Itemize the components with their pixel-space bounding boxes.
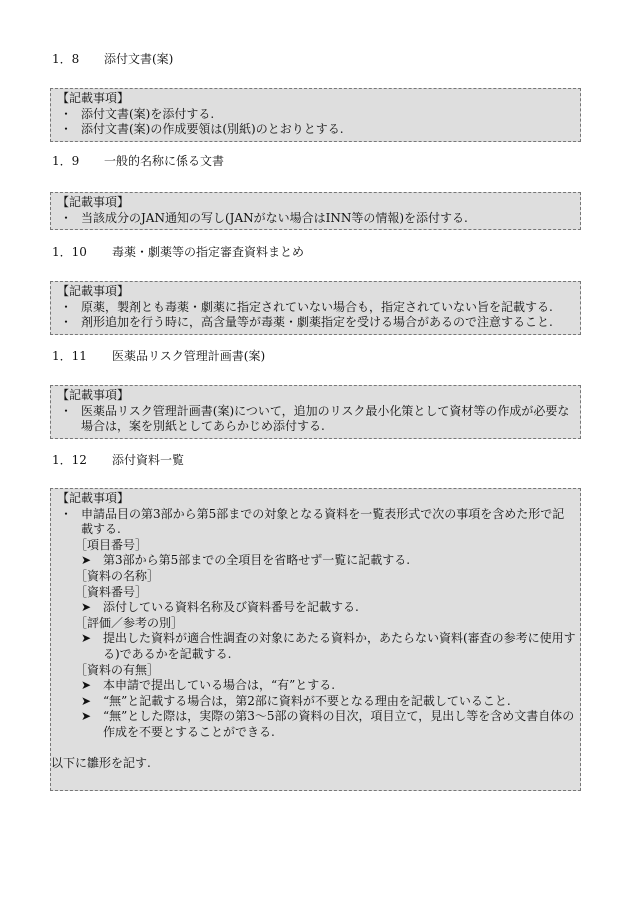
sub-point — [57, 678, 576, 694]
point-text: “無”と記載する場合は，第2部に資料が不要となる理由を記載していること. — [103, 693, 511, 708]
notes-box-1-9 — [50, 192, 581, 230]
notes-box-1-12 — [50, 488, 581, 791]
box-title: 【記載事項】 — [57, 91, 130, 105]
list-item — [57, 404, 576, 435]
section-heading-1-8 — [52, 52, 173, 68]
section-title: 一般的名称に係る文書 — [104, 154, 225, 168]
bullet-icon: ・ — [60, 122, 73, 137]
item-text: 剤形追加を行う時に，高含量等が毒薬・劇薬指定を受ける場合があるので注意すること. — [81, 315, 553, 330]
bullet-icon: ・ — [60, 403, 73, 418]
list-item — [57, 300, 576, 316]
section-number: 1．9 — [52, 154, 80, 168]
arrow-bullet-icon: ➤ — [81, 600, 92, 615]
arrow-bullet-icon: ➤ — [81, 553, 92, 568]
template-note: 以下に雛形を記す. — [51, 756, 151, 771]
point-text: 第3部から第5部までの全項目を省略せず一覧に記載する. — [103, 553, 411, 568]
section-heading-1-9 — [52, 154, 224, 170]
bullet-icon: ・ — [60, 210, 73, 225]
list-item — [57, 211, 576, 227]
item-text: 申請品目の第3部から第5部までの対象となる資料を一覧表形式で次の事項を含めた形で記載する. — [81, 506, 565, 537]
bullet-icon: ・ — [60, 315, 73, 330]
notes-box-1-10 — [50, 281, 581, 335]
item-text: 添付文書(案)を添付する. — [81, 106, 215, 121]
item-text: 当該成分のJAN通知の写し(JANがない場合はINN等の情報)を添付する. — [81, 210, 468, 225]
point-text: 添付している資料名称及び資料番号を記載する. — [103, 600, 359, 615]
bullet-icon: ・ — [60, 106, 73, 121]
arrow-bullet-icon: ➤ — [81, 631, 92, 646]
box-title: 【記載事項】 — [57, 491, 130, 505]
list-item — [57, 315, 576, 331]
arrow-bullet-icon: ➤ — [81, 693, 92, 708]
sub-label: ［資料番号］ — [75, 584, 148, 599]
section-title: 医薬品リスク管理計画書(案) — [112, 349, 266, 363]
section-heading-1-12 — [52, 453, 184, 469]
arrow-bullet-icon: ➤ — [81, 709, 92, 724]
sub-label: ［資料の名称］ — [75, 568, 160, 583]
spacer — [57, 741, 576, 757]
point-text: 本申請で提出している場合は，“有”とする. — [103, 678, 336, 693]
section-heading-1-10 — [52, 245, 304, 261]
item-text: 原薬，製剤とも毒薬・劇薬に指定されていない場合も，指定されていない旨を記載する. — [81, 299, 553, 314]
section-number: 1．8 — [52, 52, 80, 66]
sub-label: ［資料の有無］ — [75, 662, 160, 677]
point-text: “無”とした際は，実際の第3～5部の資料の目次，項目立て，見出し等を含め文書自体の作成を不要とすることができる. — [103, 709, 575, 739]
item-text: 添付文書(案)の作成要領は(別紙)のとおりとする. — [81, 122, 344, 137]
section-number: 1．10 — [52, 245, 87, 259]
section-number: 1．12 — [52, 453, 87, 467]
point-text: 提出した資料が適合性調査の対象にあたる資料か，あたらない資料(審査の参考に使用する)であるかを記載する. — [103, 631, 576, 661]
sub-point — [57, 709, 576, 740]
list-item — [57, 122, 576, 138]
sub-point — [57, 631, 576, 662]
sub-label: ［評価／参考の別］ — [75, 615, 184, 630]
bullet-icon: ・ — [60, 299, 73, 314]
box-title: 【記載事項】 — [57, 284, 130, 298]
list-item — [57, 107, 576, 123]
section-title: 毒薬・劇薬等の指定審査資料まとめ — [112, 245, 305, 259]
notes-box-1-8 — [50, 88, 581, 142]
section-title: 添付文書(案) — [104, 52, 174, 66]
list-item — [57, 507, 576, 538]
arrow-bullet-icon: ➤ — [81, 678, 92, 693]
box-title: 【記載事項】 — [57, 195, 130, 209]
bullet-icon: ・ — [60, 506, 73, 521]
item-text: 医薬品リスク管理計画書(案)について，追加のリスク最小化策として資材等の作成が必要な場合は，案を別紙としてあらかじめ添付する. — [81, 403, 570, 434]
notes-box-1-11 — [50, 385, 581, 439]
section-heading-1-11 — [52, 349, 265, 365]
sub-label: ［項目番号］ — [75, 537, 148, 552]
sub-point — [57, 694, 576, 710]
sub-point — [57, 553, 576, 569]
box-title: 【記載事項】 — [57, 388, 130, 402]
sub-point — [57, 600, 576, 616]
section-title: 添付資料一覧 — [112, 453, 185, 467]
section-number: 1．11 — [52, 349, 87, 363]
